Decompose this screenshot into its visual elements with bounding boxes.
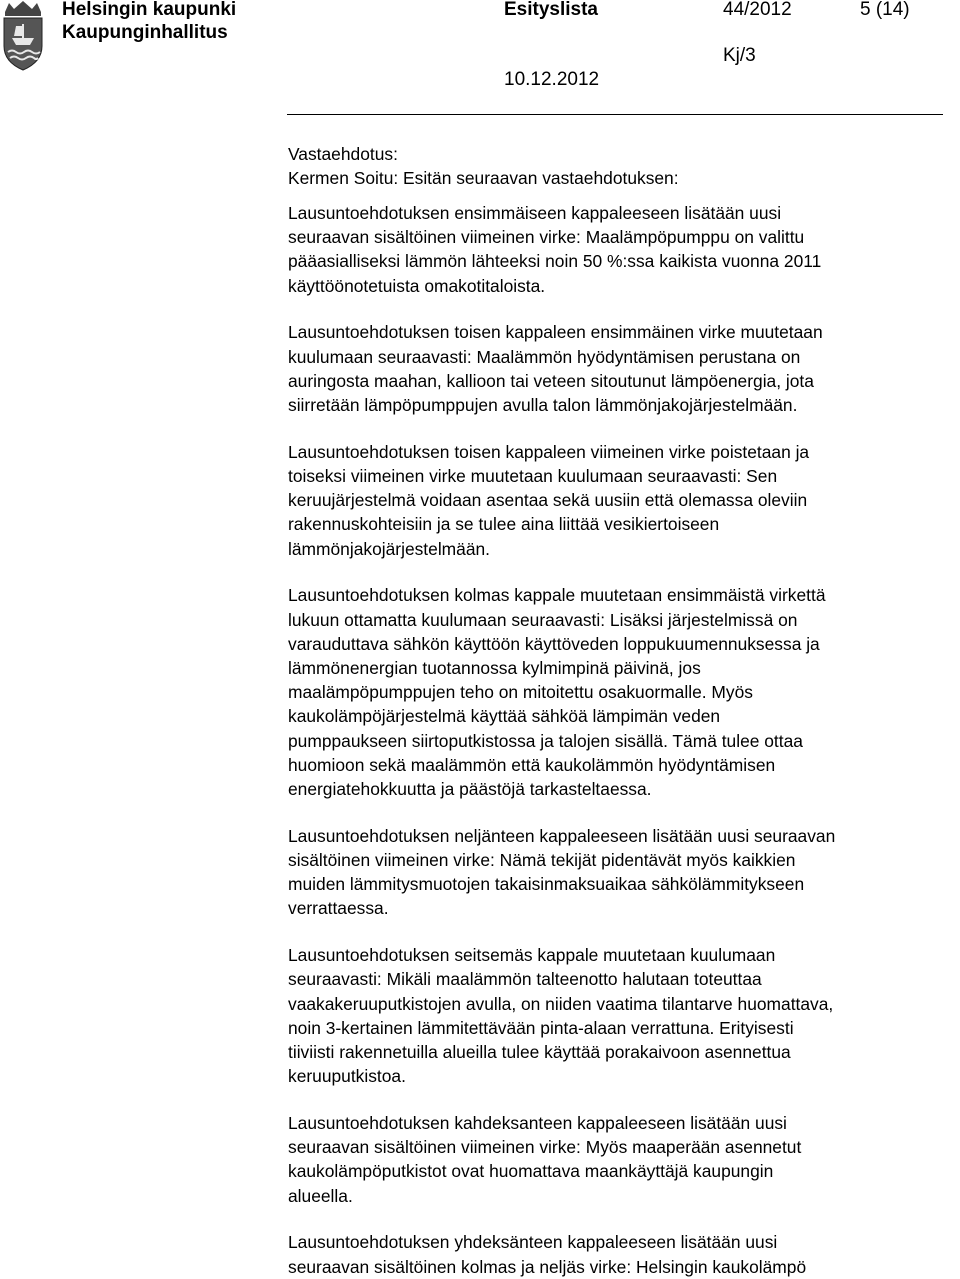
section-code: Kj/3 bbox=[723, 45, 756, 66]
text-line: seuraavasti: Mikäli maalämmön talteenotto halutaan toteuttaa bbox=[288, 969, 762, 990]
text-line: varauduttava sähkön käyttöön käyttöveden loppukuumennuksessa ja bbox=[288, 633, 820, 654]
header-divider bbox=[287, 114, 943, 115]
text-line: kaukolämpöputkistot ovat huomattava maankäyttäjä kaupungin bbox=[288, 1161, 774, 1182]
paragraph bbox=[288, 583, 948, 801]
text-line: käyttöönotetuista omakotitaloista. bbox=[288, 275, 546, 296]
text-line: kuulumaan seuraavasti: Maalämmön hyödyntämisen perustana on bbox=[288, 346, 801, 367]
proposal-heading: Vastaehdotus: bbox=[288, 144, 398, 164]
paragraph bbox=[288, 824, 948, 921]
text-line: seuraavan sisältöinen kolmas ja neljäs virke: Helsingin kaukolämpö bbox=[288, 1256, 807, 1277]
text-line: rakennuskohteisiin ja se tulee aina liittää vesikiertoiseen bbox=[288, 514, 720, 535]
text-line: lämmönjakojärjestelmään. bbox=[288, 538, 491, 559]
text-line: kaukolämpöjärjestelmä käyttää sähköä lämpimän veden bbox=[288, 706, 721, 727]
page-number: 5 (14) bbox=[860, 0, 910, 20]
organization-name: Helsingin kaupunki bbox=[62, 0, 237, 20]
text-line: keruuputkistoa. bbox=[288, 1066, 406, 1087]
text-line: Lausuntoehdotuksen kahdeksanteen kappaleeseen lisätään uusi bbox=[288, 1113, 787, 1134]
text-line: lämmönenergian tuotannossa kylmimpinä päivinä, jos bbox=[288, 658, 701, 679]
text-line: verrattaessa. bbox=[288, 898, 389, 919]
paragraph bbox=[288, 320, 948, 417]
text-line: keruujärjestelmä voidaan asentaa sekä uusiin että olemassa oleviin bbox=[288, 490, 808, 511]
text-line: vaakakeruuputkistojen avulla, on niiden vaatima tilantarve huomattava, bbox=[288, 993, 834, 1014]
text-line: toiseksi viimeinen virke muutetaan kuulumaan seuraavasti: Sen bbox=[288, 466, 778, 487]
text-line: auringosta maahan, kallioon tai veteen sitoutunut lämpöenergia, jota bbox=[288, 370, 814, 391]
text-line: muiden lämmitysmuotojen takaisinmaksuaikaa sähkölämmitykseen bbox=[288, 874, 805, 895]
text-line: Lausuntoehdotuksen ensimmäiseen kappaleeseen lisätään uusi bbox=[288, 203, 782, 223]
helsinki-coat-of-arms-icon bbox=[0, 0, 46, 72]
text-line: tiiviisti rakennetuilla alueilla tulee käyttää porakaivoon asennettua bbox=[288, 1042, 791, 1063]
text-line: Lausuntoehdotuksen seitsemäs kappale muutetaan kuulumaan bbox=[288, 945, 776, 966]
proposal-intro bbox=[288, 142, 948, 190]
text-line: Lausuntoehdotuksen toisen kappaleen viimeinen virke poistetaan ja bbox=[288, 441, 810, 462]
document-type: Esityslista bbox=[504, 0, 598, 20]
text-line: lukuun ottamatta kuulumaan seuraavasti: Lisäksi järjestelmissä on bbox=[288, 609, 798, 630]
paragraph bbox=[288, 440, 948, 561]
text-line: pumppaukseen siirtoputkistossa ja talojen sisällä. Tämä tulee ottaa bbox=[288, 730, 803, 751]
paragraph bbox=[288, 1230, 948, 1278]
text-line: seuraavan sisältöinen viimeinen virke: Myös maaperään asennetut bbox=[288, 1137, 802, 1158]
text-line: pääasialliseksi lämmön lähteeksi noin 50 %:ssa kaikista vuonna 2011 bbox=[288, 251, 822, 272]
text-line: energiatehokkuutta ja päästöjä tarkasteltaessa. bbox=[288, 779, 652, 800]
text-line: Lausuntoehdotuksen toisen kappaleen ensimmäinen virke muutetaan bbox=[288, 322, 823, 343]
text-line: seuraavan sisältöinen viimeinen virke: Maalämpöpumppu on valittu bbox=[288, 227, 805, 248]
paragraph bbox=[288, 201, 948, 298]
body-name: Kaupunginhallitus bbox=[62, 22, 228, 43]
text-line: Lausuntoehdotuksen kolmas kappale muutetaan ensimmäistä virkettä bbox=[288, 585, 826, 606]
text-line: sisältöinen viimeinen virke: Nämä tekijät pidentävät myös kaikkien bbox=[288, 850, 796, 871]
text-line: Lausuntoehdotuksen yhdeksänteen kappaleeseen lisätään uusi bbox=[288, 1232, 778, 1253]
document-body bbox=[288, 142, 948, 1279]
proposer-line: Kermen Soitu: Esitän seuraavan vastaehdotuksen: bbox=[288, 168, 679, 189]
text-line: noin 3-kertainen lämmitettävään pinta-alaan verrattuna. Erityisesti bbox=[288, 1017, 794, 1038]
text-line: huomioon sekä maalämmön että kaukolämmön hyödyntämisen bbox=[288, 754, 776, 775]
paragraph bbox=[288, 943, 948, 1088]
text-line: maalämpöpumppujen teho on mitoitettu osakuormalle. Myös bbox=[288, 682, 753, 703]
text-line: Lausuntoehdotuksen neljänteen kappaleeseen lisätään uusi seuraavan bbox=[288, 825, 836, 846]
text-line: alueella. bbox=[288, 1185, 353, 1206]
document-date: 10.12.2012 bbox=[504, 69, 600, 90]
text-line: siirretään lämpöpumppujen avulla talon lämmönjakojärjestelmään. bbox=[288, 395, 798, 416]
document-number: 44/2012 bbox=[723, 0, 792, 20]
paragraph bbox=[288, 1111, 948, 1208]
